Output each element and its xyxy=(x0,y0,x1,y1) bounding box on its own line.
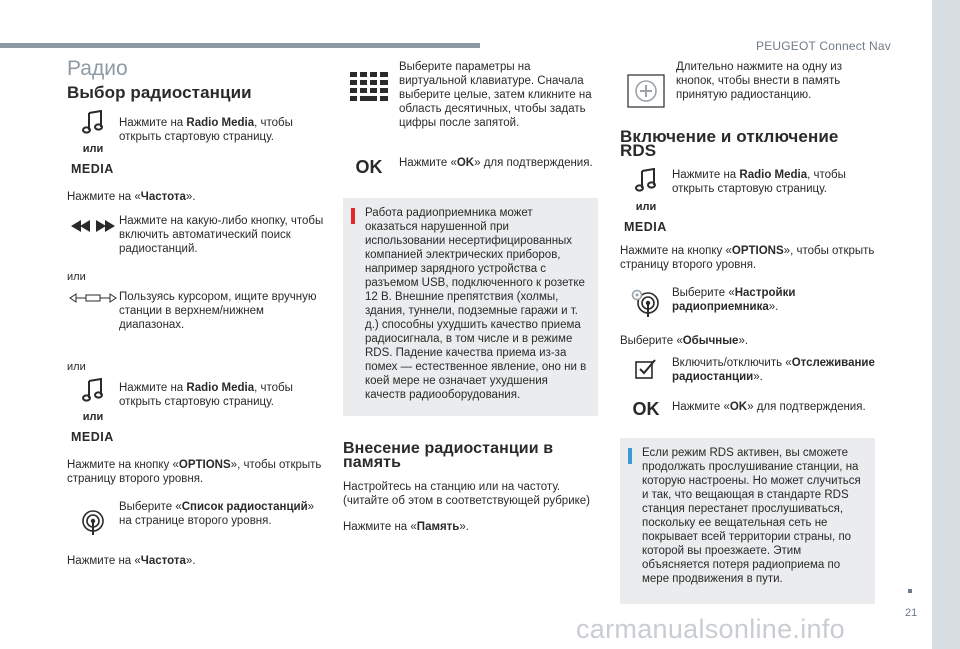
or-label: или xyxy=(67,271,86,283)
slider-cursor-icon xyxy=(69,293,117,303)
step-radio-settings xyxy=(620,284,875,318)
step-manual-search xyxy=(67,290,327,332)
keyboard-icon xyxy=(350,72,388,102)
column-2 xyxy=(343,60,598,534)
step-radio-media xyxy=(67,110,327,156)
instruction-text: Нажмите на кнопку «OPTIONS», чтобы открыть страницу второго уровня. xyxy=(67,459,322,485)
step-ok-2 xyxy=(620,399,875,419)
note-text: Работа радиоприемника может оказаться нарушенной при использовании несертифицированных компанией электрических приборов, например зарядного устройства с разъемом USB, подключенного к розетке 12 В. Внешние препятствия (холмы, здания, туннели, подземные гаражи и т. д.) способны ухудшить качество приема радиосигнала, в том числе и в режиме RDS. Падение качества приема из-за помех — естественное явление, оно ни в коей мере не означает ухудшения качеств радиооборудования. xyxy=(365,207,587,401)
step-text: Пользуясь курсором, ищите вручную станции в верхнем/нижнем диапазонах. xyxy=(119,291,317,331)
step-text: Выберите параметры на виртуальной клавиатуре. Сначала выберите целые, затем кликните на область десятичных, чтобы задать цифры после запятой. xyxy=(399,61,592,129)
info-icon xyxy=(628,448,632,464)
step-ok xyxy=(343,156,598,177)
section-title: Радио xyxy=(67,57,128,80)
header-rule xyxy=(0,43,480,48)
column-3 xyxy=(620,60,875,604)
music-note-icon xyxy=(635,168,657,192)
step-seek xyxy=(67,214,327,256)
step-text: Нажмите на Radio Media, чтобы открыть стартовую страницу. xyxy=(672,169,846,195)
page-number: 21 xyxy=(905,607,918,619)
media-button-label: MEDIA xyxy=(624,220,667,234)
media-button-label: MEDIA xyxy=(71,430,114,444)
header-title: PEUGEOT Connect Nav xyxy=(756,39,891,53)
ok-icon: OK xyxy=(632,399,660,419)
or-label: или xyxy=(67,361,86,373)
step-text: Нажмите «OK» для подтверждения. xyxy=(399,157,593,169)
step-radio-media-3 xyxy=(620,168,875,214)
instruction-text: Нажмите на «Память». xyxy=(343,521,469,533)
info-note xyxy=(620,438,875,604)
or-label: или xyxy=(82,411,104,423)
ok-icon: OK xyxy=(355,157,383,177)
step-text: Нажмите «OK» для подтверждения. xyxy=(672,401,866,413)
instruction-text: Выберите «Обычные». xyxy=(620,335,749,347)
step-long-press xyxy=(620,60,875,108)
step-text: Выберите «Список радиостанций» на странице второго уровня. xyxy=(119,501,315,527)
step-text: Выберите «Настройки радиоприемника». xyxy=(672,287,796,313)
step-text: Нажмите на Radio Media, чтобы открыть стартовую страницу. xyxy=(119,382,293,408)
or-label: или xyxy=(635,201,657,213)
music-note-icon xyxy=(82,110,104,134)
step-radio-media-2 xyxy=(67,378,327,424)
warning-note xyxy=(343,198,598,416)
watermark: carmanualsonline.info xyxy=(576,614,845,644)
step-text: Нажмите на Radio Media, чтобы открыть стартовую страницу. xyxy=(119,117,293,143)
heading-rds: Включение и отключение RDS xyxy=(620,127,839,160)
step-keyboard xyxy=(343,60,598,130)
add-plus-icon xyxy=(627,74,665,108)
radio-antenna-icon xyxy=(81,510,105,536)
music-note-icon xyxy=(82,378,104,402)
step-station-list xyxy=(67,500,327,536)
step-tracking xyxy=(620,356,875,384)
step-text: Включить/отключить «Отслеживание радиостанции». xyxy=(672,357,875,383)
or-label: или xyxy=(82,143,104,155)
media-button-label: MEDIA xyxy=(71,162,114,176)
seek-arrows-icon xyxy=(71,220,115,232)
warning-icon xyxy=(351,208,355,224)
side-band xyxy=(932,0,960,649)
step-text: Длительно нажмите на одну из кнопок, чтобы внести в память принятую радиостанцию. xyxy=(676,61,843,101)
note-text: Если режим RDS активен, вы сможете продолжать прослушивание станции, на которую настроены. Но может случиться и так, что вещающая в стандарте RDS станция перестанет прослушиваться, поскольку ее вещательная сеть не покрывает всей территории страны, по которой вы проезжаете. Этим объясняется потеря радиоприема по мере продвижения в пути. xyxy=(642,447,861,585)
heading-store-station: Внесение радиостанции в память xyxy=(343,440,554,471)
instruction-text: Нажмите на «Частота». xyxy=(67,555,196,567)
page-marker xyxy=(908,589,912,593)
instruction-text: Нажмите на кнопку «OPTIONS», чтобы открыть страницу второго уровня. xyxy=(620,245,875,271)
step-text: Нажмите на какую-либо кнопку, чтобы включить автоматический поиск радиостанций. xyxy=(119,215,324,255)
instruction-text: Настройтесь на станцию или на частоту. (читайте об этом в соответствующей рубрике) xyxy=(343,481,591,507)
column-1 xyxy=(67,57,327,568)
instruction-text: Нажмите на «Частота». xyxy=(67,191,196,203)
checkbox-checked-icon xyxy=(635,358,657,380)
heading-select-station: Выбор радиостанции xyxy=(67,83,252,102)
radio-settings-icon xyxy=(631,288,661,318)
